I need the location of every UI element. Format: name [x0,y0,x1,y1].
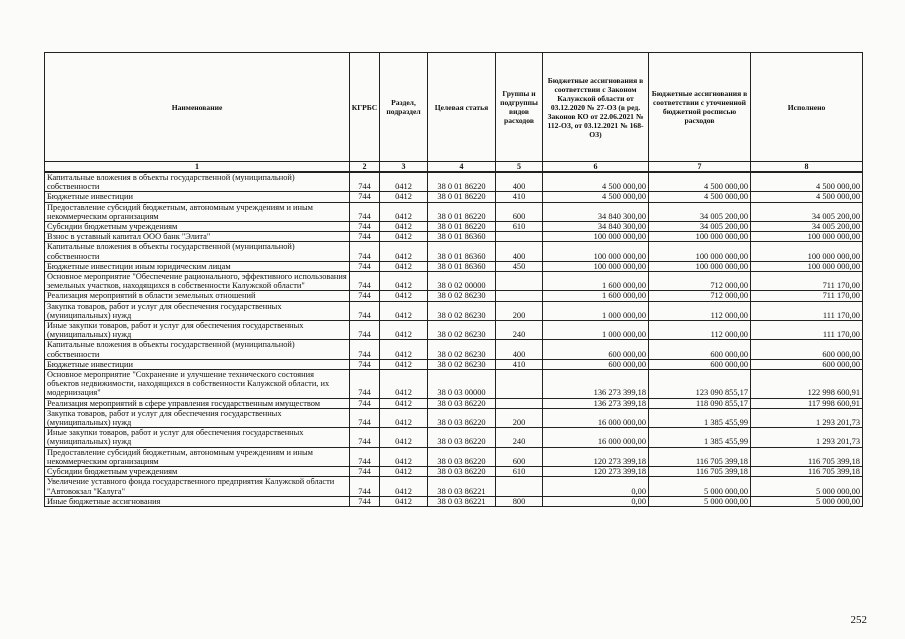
row-group-cell: 410 [496,359,543,369]
row-executed-amount-cell: 34 005 200,00 [751,202,863,221]
row-name-cell: Основное мероприятие "Сохранение и улучшение технического состояния объектов недвижимости, находящихся в собственности Калужской области, их модернизация" [45,370,350,399]
row-name-cell: Предоставление субсидий бюджетным, автономным учреждениям и иным некоммерческим организациям [45,447,350,466]
row-refined-amount-cell: 112 000,00 [649,301,751,320]
header-name: Наименование [45,53,350,162]
row-kgrbs-cell: 744 [350,496,380,506]
row-executed-amount-cell: 34 005 200,00 [751,222,863,232]
row-kgrbs-cell: 744 [350,222,380,232]
row-refined-amount-cell: 118 090 855,17 [649,398,751,408]
row-refined-amount-cell: 712 000,00 [649,291,751,301]
col-number: 3 [380,162,428,173]
table-header [45,53,863,173]
table-row [45,408,863,427]
row-kgrbs-cell: 744 [350,477,380,496]
row-name-cell: Иные бюджетные ассигнования [45,496,350,506]
row-kgrbs-cell: 744 [350,340,380,359]
row-executed-amount-cell: 4 500 000,00 [751,192,863,202]
row-target-cell: 38 0 01 86220 [428,222,496,232]
table-row [45,232,863,242]
row-law-amount-cell: 1 600 000,00 [543,272,649,291]
row-group-cell [496,232,543,242]
row-group-cell: 240 [496,428,543,447]
row-name-cell: Субсидии бюджетным учреждениям [45,222,350,232]
page-number: 252 [850,614,867,626]
row-target-cell: 38 0 01 86220 [428,192,496,202]
row-target-cell: 38 0 01 86360 [428,242,496,261]
row-refined-amount-cell: 5 000 000,00 [649,477,751,496]
row-kgrbs-cell: 744 [350,398,380,408]
row-group-cell: 600 [496,202,543,221]
row-section-cell: 0412 [380,242,428,261]
row-target-cell: 38 0 02 86230 [428,340,496,359]
col-number: 7 [649,162,751,173]
row-law-amount-cell: 16 000 000,00 [543,428,649,447]
row-section-cell: 0412 [380,370,428,399]
row-executed-amount-cell: 100 000 000,00 [751,232,863,242]
budget-table [44,52,863,507]
row-law-amount-cell: 100 000 000,00 [543,242,649,261]
row-name-cell: Иные закупки товаров, работ и услуг для обеспечения государственных (муниципальных) нужд [45,428,350,447]
col-number: 4 [428,162,496,173]
header-section: Раздел, подраздел [380,53,428,162]
row-section-cell: 0412 [380,496,428,506]
row-executed-amount-cell: 5 000 000,00 [751,496,863,506]
row-name-cell: Реализация мероприятий в области земельных отношений [45,291,350,301]
row-section-cell: 0412 [380,467,428,477]
row-section-cell: 0412 [380,321,428,340]
row-group-cell: 240 [496,321,543,340]
row-refined-amount-cell: 123 090 855,17 [649,370,751,399]
row-name-cell: Реализация мероприятий в сфере управления государственным имуществом [45,398,350,408]
row-name-cell: Взнос в уставный капитал ООО банк "Элита" [45,232,350,242]
table-row [45,321,863,340]
header-executed: Исполнено [751,53,863,162]
row-law-amount-cell: 120 273 399,18 [543,467,649,477]
header-refined: Бюджетные ассигнования в соответствии с уточненной бюджетной росписью расходов [649,53,751,162]
row-name-cell: Закупка товаров, работ и услуг для обеспечения государственных (муниципальных) нужд [45,301,350,320]
row-group-cell: 410 [496,192,543,202]
row-section-cell: 0412 [380,340,428,359]
table-row [45,261,863,271]
row-kgrbs-cell: 744 [350,192,380,202]
row-section-cell: 0412 [380,291,428,301]
row-group-cell: 400 [496,242,543,261]
table-body [45,172,863,506]
row-section-cell: 0412 [380,192,428,202]
row-kgrbs-cell: 744 [350,408,380,427]
row-refined-amount-cell: 34 005 200,00 [649,202,751,221]
row-executed-amount-cell: 600 000,00 [751,359,863,369]
row-target-cell: 38 0 01 86360 [428,232,496,242]
row-name-cell: Предоставление субсидий бюджетным, автономным учреждениям и иным некоммерческим организациям [45,202,350,221]
table-row [45,242,863,261]
row-law-amount-cell: 4 500 000,00 [543,192,649,202]
row-executed-amount-cell: 100 000 000,00 [751,242,863,261]
row-target-cell: 38 0 02 86230 [428,359,496,369]
table-row [45,496,863,506]
row-kgrbs-cell: 744 [350,202,380,221]
row-section-cell: 0412 [380,172,428,192]
row-executed-amount-cell: 711 170,00 [751,272,863,291]
row-group-cell: 450 [496,261,543,271]
row-group-cell: 800 [496,496,543,506]
row-section-cell: 0412 [380,408,428,427]
row-group-cell: 610 [496,222,543,232]
row-refined-amount-cell: 600 000,00 [649,359,751,369]
row-group-cell: 400 [496,172,543,192]
table-row [45,370,863,399]
row-kgrbs-cell: 744 [350,370,380,399]
row-law-amount-cell: 34 840 300,00 [543,202,649,221]
row-kgrbs-cell: 744 [350,172,380,192]
col-number: 2 [350,162,380,173]
row-target-cell: 38 0 03 86220 [428,398,496,408]
row-target-cell: 38 0 03 86220 [428,408,496,427]
row-target-cell: 38 0 01 86360 [428,261,496,271]
row-executed-amount-cell: 116 705 399,18 [751,447,863,466]
row-refined-amount-cell: 1 385 455,99 [649,428,751,447]
row-refined-amount-cell: 1 385 455,99 [649,408,751,427]
row-law-amount-cell: 0,00 [543,477,649,496]
row-section-cell: 0412 [380,261,428,271]
row-name-cell: Капитальные вложения в объекты государственной (муниципальной) собственности [45,242,350,261]
row-refined-amount-cell: 5 000 000,00 [649,496,751,506]
row-kgrbs-cell: 744 [350,272,380,291]
row-section-cell: 0412 [380,447,428,466]
table-row [45,192,863,202]
row-name-cell: Иные закупки товаров, работ и услуг для обеспечения государственных (муниципальных) нужд [45,321,350,340]
row-refined-amount-cell: 4 500 000,00 [649,172,751,192]
row-section-cell: 0412 [380,202,428,221]
row-group-cell: 400 [496,340,543,359]
row-law-amount-cell: 120 273 399,18 [543,447,649,466]
row-kgrbs-cell: 744 [350,321,380,340]
col-number: 8 [751,162,863,173]
table-row [45,272,863,291]
row-section-cell: 0412 [380,222,428,232]
row-law-amount-cell: 100 000 000,00 [543,232,649,242]
row-executed-amount-cell: 600 000,00 [751,340,863,359]
header-kgrbs: КГРБС [350,53,380,162]
row-refined-amount-cell: 100 000 000,00 [649,232,751,242]
table-row [45,202,863,221]
table-row [45,398,863,408]
row-law-amount-cell: 1 000 000,00 [543,301,649,320]
row-group-cell: 610 [496,467,543,477]
row-target-cell: 38 0 03 86221 [428,496,496,506]
table-row [45,359,863,369]
row-law-amount-cell: 1 000 000,00 [543,321,649,340]
row-group-cell [496,477,543,496]
row-group-cell [496,370,543,399]
row-name-cell: Бюджетные инвестиции иным юридическим лицам [45,261,350,271]
row-target-cell: 38 0 03 00000 [428,370,496,399]
row-refined-amount-cell: 116 705 399,18 [649,467,751,477]
row-law-amount-cell: 136 273 399,18 [543,370,649,399]
header-target: Целевая статья [428,53,496,162]
row-section-cell: 0412 [380,359,428,369]
row-law-amount-cell: 136 273 399,18 [543,398,649,408]
row-group-cell [496,291,543,301]
row-law-amount-cell: 100 000 000,00 [543,261,649,271]
row-law-amount-cell: 600 000,00 [543,359,649,369]
row-refined-amount-cell: 4 500 000,00 [649,192,751,202]
row-executed-amount-cell: 117 998 600,91 [751,398,863,408]
row-section-cell: 0412 [380,428,428,447]
row-name-cell: Бюджетные инвестиции [45,192,350,202]
row-refined-amount-cell: 600 000,00 [649,340,751,359]
table-row [45,172,863,192]
row-target-cell: 38 0 02 86230 [428,321,496,340]
row-target-cell: 38 0 02 00000 [428,272,496,291]
row-law-amount-cell: 16 000 000,00 [543,408,649,427]
row-group-cell: 200 [496,408,543,427]
row-target-cell: 38 0 03 86220 [428,447,496,466]
row-refined-amount-cell: 100 000 000,00 [649,242,751,261]
row-refined-amount-cell: 116 705 399,18 [649,447,751,466]
row-target-cell: 38 0 03 86221 [428,477,496,496]
row-kgrbs-cell: 744 [350,232,380,242]
table-row [45,222,863,232]
row-kgrbs-cell: 744 [350,261,380,271]
header-groups: Группы и подгруппы видов расходов [496,53,543,162]
row-refined-amount-cell: 712 000,00 [649,272,751,291]
row-name-cell: Основное мероприятие "Обеспечение рационального, эффективного использования земельных участков, находящихся в собственности Калужской области" [45,272,350,291]
row-section-cell: 0412 [380,272,428,291]
row-refined-amount-cell: 100 000 000,00 [649,261,751,271]
row-kgrbs-cell: 744 [350,301,380,320]
row-kgrbs-cell: 744 [350,447,380,466]
row-section-cell: 0412 [380,398,428,408]
row-law-amount-cell: 600 000,00 [543,340,649,359]
col-number: 6 [543,162,649,173]
row-refined-amount-cell: 112 000,00 [649,321,751,340]
table-row [45,291,863,301]
row-target-cell: 38 0 03 86220 [428,467,496,477]
row-section-cell: 0412 [380,477,428,496]
row-name-cell: Капитальные вложения в объекты государственной (муниципальной) собственности [45,340,350,359]
row-section-cell: 0412 [380,301,428,320]
row-executed-amount-cell: 100 000 000,00 [751,261,863,271]
row-section-cell: 0412 [380,232,428,242]
row-refined-amount-cell: 34 005 200,00 [649,222,751,232]
row-target-cell: 38 0 02 86230 [428,291,496,301]
row-kgrbs-cell: 744 [350,467,380,477]
col-number: 1 [45,162,350,173]
row-law-amount-cell: 4 500 000,00 [543,172,649,192]
row-law-amount-cell: 34 840 300,00 [543,222,649,232]
row-law-amount-cell: 1 600 000,00 [543,291,649,301]
row-group-cell: 200 [496,301,543,320]
row-law-amount-cell: 0,00 [543,496,649,506]
row-name-cell: Увеличение уставного фонда государственного предприятия Калужской области "Автовокзал "Калуга" [45,477,350,496]
row-group-cell [496,398,543,408]
row-executed-amount-cell: 111 170,00 [751,301,863,320]
row-name-cell: Субсидии бюджетным учреждениям [45,467,350,477]
col-number: 5 [496,162,543,173]
row-kgrbs-cell: 744 [350,359,380,369]
table-row [45,477,863,496]
row-name-cell: Бюджетные инвестиции [45,359,350,369]
row-executed-amount-cell: 116 705 399,18 [751,467,863,477]
row-target-cell: 38 0 01 86220 [428,172,496,192]
table-row [45,447,863,466]
row-executed-amount-cell: 1 293 201,73 [751,428,863,447]
row-executed-amount-cell: 111 170,00 [751,321,863,340]
row-name-cell: Капитальные вложения в объекты государственной (муниципальной) собственности [45,172,350,192]
column-numbers-row [45,162,863,173]
row-kgrbs-cell: 744 [350,291,380,301]
row-executed-amount-cell: 5 000 000,00 [751,477,863,496]
row-kgrbs-cell: 744 [350,242,380,261]
row-target-cell: 38 0 01 86220 [428,202,496,221]
row-kgrbs-cell: 744 [350,428,380,447]
table-row [45,340,863,359]
row-group-cell [496,272,543,291]
row-target-cell: 38 0 02 86230 [428,301,496,320]
row-target-cell: 38 0 03 86220 [428,428,496,447]
row-name-cell: Закупка товаров, работ и услуг для обеспечения государственных (муниципальных) нужд [45,408,350,427]
row-executed-amount-cell: 711 170,00 [751,291,863,301]
row-executed-amount-cell: 4 500 000,00 [751,172,863,192]
row-executed-amount-cell: 122 998 600,91 [751,370,863,399]
row-executed-amount-cell: 1 293 201,73 [751,408,863,427]
table-row [45,467,863,477]
row-group-cell: 600 [496,447,543,466]
table-row [45,301,863,320]
header-law: Бюджетные ассигнования в соответствии с Законом Калужской области от 03.12.2020 № 27-ОЗ (в ред. Законов КО от 22.06.2021 № 112-ОЗ, от 03.12.2021 № 168-ОЗ) [543,53,649,162]
table-row [45,428,863,447]
